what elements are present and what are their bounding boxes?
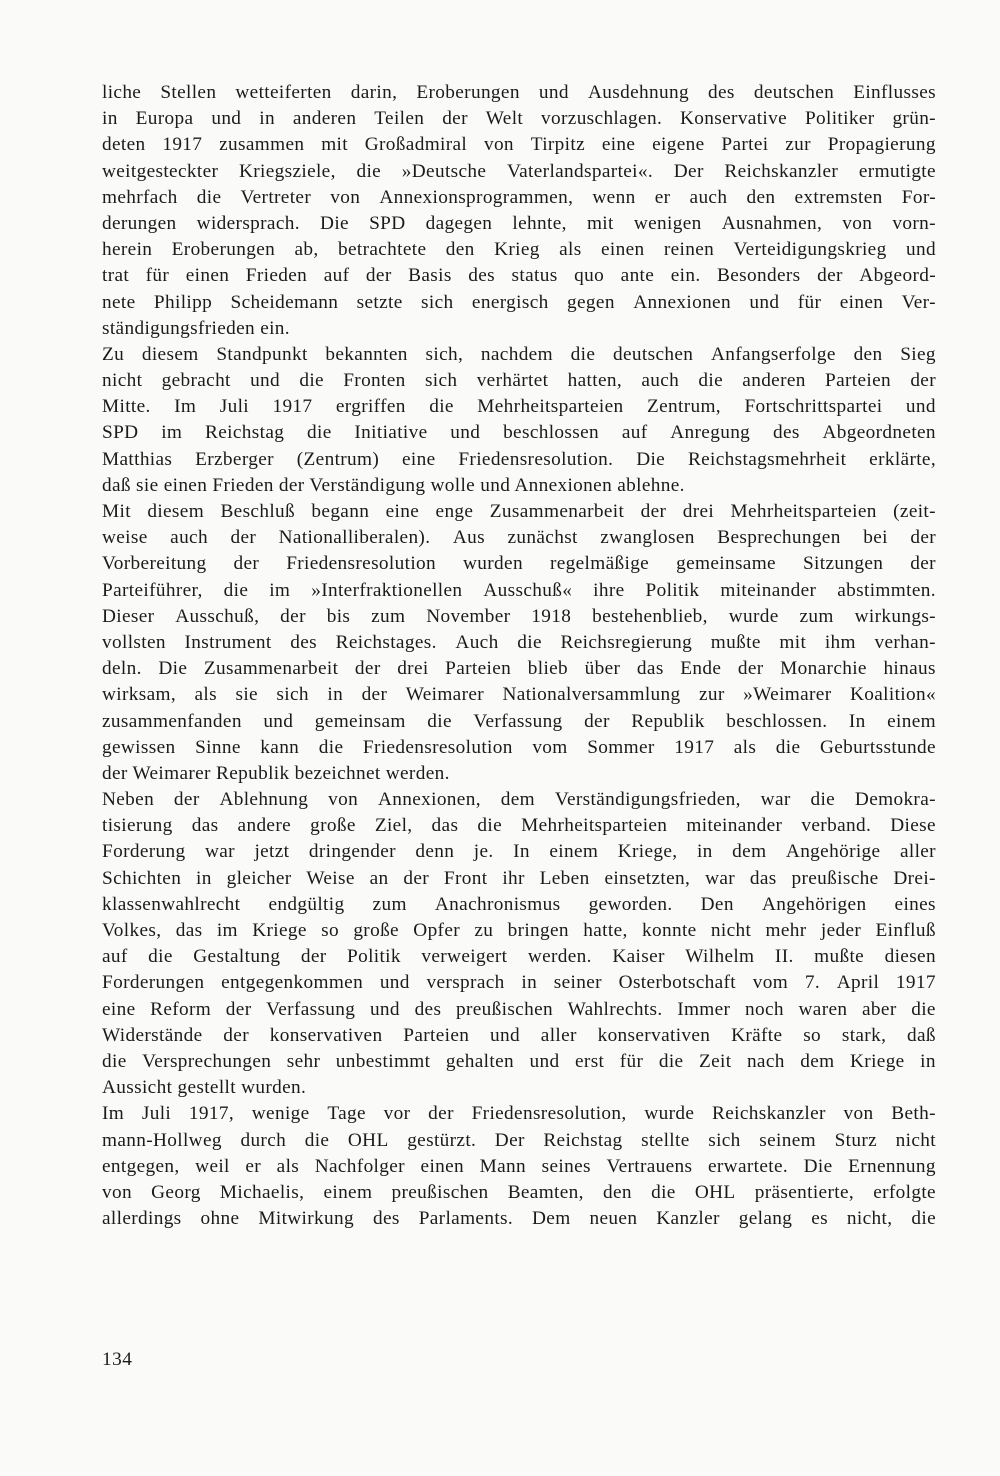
body-text bbox=[102, 80, 936, 1232]
text-line: Mit diesem Beschluß begann eine enge Zusammenarbeit der drei Mehrheitsparteien (zeit- bbox=[102, 501, 936, 522]
text-line: herein Eroberungen ab, betrachtete den Krieg als einen reinen Verteidigungskrieg und bbox=[102, 239, 936, 261]
text-line: allerdings ohne Mitwirkung des Parlaments. Dem neuen Kanzler gelang es nicht, die bbox=[102, 1208, 936, 1230]
text-line: Schichten in gleicher Weise an der Front ihr Leben einsetzten, war das preußische Drei- bbox=[102, 867, 936, 889]
text-line: die Versprechungen sehr unbestimmt gehalten und erst für die Zeit nach dem Kriege in bbox=[102, 1050, 936, 1072]
text-line: Volkes, das im Kriege so große Opfer zu bringen hatte, konnte nicht mehr jeder Einfluß bbox=[102, 920, 936, 941]
text-line: SPD im Reichstag die Initiative und beschlossen auf Anregung des Abgeordneten bbox=[102, 422, 936, 444]
text-line: trat für einen Frieden auf der Basis des status quo ante ein. Besonders der Abgeord- bbox=[102, 265, 936, 287]
text-line: nicht gebracht und die Fronten sich verhärtet hatten, auch die anderen Parteien der bbox=[102, 370, 936, 392]
text-line: Neben der Ablehnung von Annexionen, dem Verständigungsfrieden, war die Demokra- bbox=[102, 789, 936, 811]
text-line: Matthias Erzberger (Zentrum) eine Friedensresolution. Die Reichstagsmehrheit erklärte, bbox=[102, 448, 936, 470]
text-line: in Europa und in anderen Teilen der Welt vorzuschlagen. Konservative Politiker grün- bbox=[102, 108, 936, 130]
text-line: eine Reform der Verfassung und des preußischen Wahlrechts. Immer noch waren aber die bbox=[102, 998, 936, 1020]
text-line: vollsten Instrument des Reichstages. Auch die Reichsregierung mußte mit ihm verhan- bbox=[102, 631, 936, 653]
text-line: Forderung war jetzt dringender denn je. In einem Kriege, in dem Angehörige aller bbox=[102, 841, 936, 863]
text-line: der Weimarer Republik bezeichnet werden. bbox=[102, 762, 450, 784]
text-line: tisierung das andere große Ziel, das die Mehrheitsparteien miteinander verband. Diese bbox=[102, 815, 936, 837]
text-line: ständigungsfrieden ein. bbox=[102, 317, 290, 339]
text-line: mehrfach die Vertreter von Annexionsprogrammen, wenn er auch den extremsten For- bbox=[102, 186, 936, 208]
page-number: 134 bbox=[102, 1349, 133, 1370]
text-line: Im Juli 1917, wenige Tage vor der Friedensresolution, wurde Reichskanzler von Beth- bbox=[102, 1103, 936, 1125]
text-line: daß sie einen Frieden der Verständigung wolle und Annexionen ablehne. bbox=[102, 474, 685, 496]
text-line: klassenwahlrecht endgültig zum Anachronismus geworden. Den Angehörigen eines bbox=[102, 893, 936, 915]
text-line: Vorbereitung der Friedensresolution wurden regelmäßige gemeinsame Sitzungen der bbox=[102, 553, 936, 575]
text-line: deln. Die Zusammenarbeit der drei Parteien blieb über das Ende der Monarchie hinaus bbox=[102, 658, 936, 680]
text-line: Dieser Ausschuß, der bis zum November 1918 bestehenblieb, wurde zum wirkungs- bbox=[102, 605, 936, 627]
text-line: Widerstände der konservativen Parteien und aller konservativen Kräfte so stark, daß bbox=[102, 1024, 936, 1046]
text-line: weise auch der Nationalliberalen). Aus zunächst zwanglosen Besprechungen bei der bbox=[102, 527, 936, 549]
text-line: mann-Hollweg durch die OHL gestürzt. Der Reichstag stellte sich seinem Sturz nicht bbox=[102, 1129, 936, 1151]
text-line: wirksam, als sie sich in der Weimarer Nationalversammlung zur »Weimarer Koalition« bbox=[102, 684, 936, 706]
text-line: Mitte. Im Juli 1917 ergriffen die Mehrheitsparteien Zentrum, Fortschrittspartei und bbox=[102, 396, 936, 418]
text-line: Forderungen entgegenkommen und versprach in seiner Osterbotschaft vom 7. April 1917 bbox=[102, 972, 936, 994]
text-line: Parteiführer, die im »Interfraktionellen Ausschuß« ihre Politik miteinander abstimmten. bbox=[102, 579, 936, 601]
text-line: liche Stellen wetteiferten darin, Eroberungen und Ausdehnung des deutschen Einflusses bbox=[102, 82, 936, 103]
text-line: deten 1917 zusammen mit Großadmiral von Tirpitz eine eigene Partei zur Propagierung bbox=[102, 134, 936, 156]
text-line: Zu diesem Standpunkt bekannten sich, nachdem die deutschen Anfangserfolge den Sieg bbox=[102, 343, 936, 365]
text-line: Aussicht gestellt wurden. bbox=[102, 1077, 307, 1099]
text-line: weitgesteckter Kriegsziele, die »Deutsche Vaterlandspartei«. Der Reichskanzler ermutigte bbox=[102, 160, 936, 182]
text-line: nete Philipp Scheidemann setzte sich energisch gegen Annexionen und für einen Ver- bbox=[102, 291, 936, 313]
text-line: entgegen, weil er als Nachfolger einen Mann seines Vertrauens erwartete. Die Ernennung bbox=[102, 1155, 936, 1177]
text-line: von Georg Michaelis, einem preußischen Beamten, den die OHL präsentierte, erfolgte bbox=[102, 1181, 936, 1203]
text-line: auf die Gestaltung der Politik verweigert werden. Kaiser Wilhelm II. mußte diesen bbox=[102, 946, 936, 968]
text-line: derungen widersprach. Die SPD dagegen lehnte, mit wenigen Ausnahmen, von vorn- bbox=[102, 212, 936, 234]
text-line: zusammenfanden und gemeinsam die Verfassung der Republik beschlossen. In einem bbox=[102, 710, 936, 732]
text-line: gewissen Sinne kann die Friedensresolution vom Sommer 1917 als die Geburtsstunde bbox=[102, 736, 936, 758]
